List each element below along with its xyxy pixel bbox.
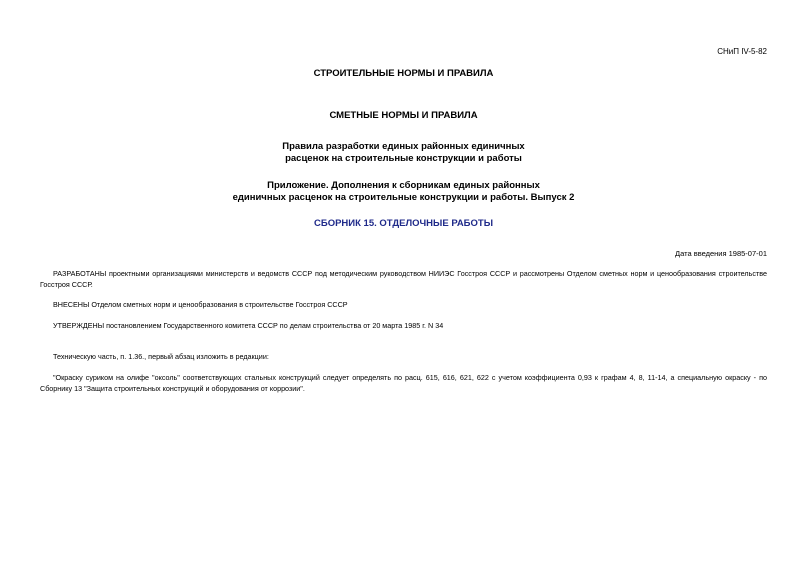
- introduction-date: Дата введения 1985-07-01: [675, 249, 767, 258]
- subtitle: СМЕТНЫЕ НОРМЫ И ПРАВИЛА: [329, 110, 478, 121]
- introduced-paragraph: [53, 300, 767, 311]
- technical-part-paragraph: Техническую часть, п. 1.36., первый абзац изложить в редакции:: [53, 352, 269, 361]
- rules-title-line-1: Правила разработки единых районных единичных: [282, 141, 525, 152]
- appendix-title-line-2: единичных расценок на строительные конструкции и работы. Выпуск 2: [232, 192, 575, 203]
- introduced-key: ВНЕСЕНЫ: [53, 300, 90, 309]
- developed-text: проектными организациями министерств и ведомств СССР под методическим руководством НИИЭС Госстроя СССР и рассмотрены Отделом сметных норм и ценообразования строительстве Госстроя СССР.: [40, 269, 767, 289]
- approved-text: постановлением Государственного комитета СССР по делам строительства от 20 марта 1985 г. N 34: [104, 321, 444, 330]
- main-title: СТРОИТЕЛЬНЫЕ НОРМЫ И ПРАВИЛА: [313, 68, 494, 79]
- document-code: СНиП IV-5-82: [717, 47, 767, 56]
- approved-paragraph: [53, 321, 767, 332]
- rules-title: [0, 141, 807, 165]
- approved-key: УТВЕРЖДЕНЫ: [53, 321, 105, 330]
- appendix-title-line-1: Приложение. Дополнения к сборникам единых районных: [267, 180, 540, 191]
- collection-title: СБОРНИК 15. ОТДЕЛОЧНЫЕ РАБОТЫ: [314, 218, 493, 229]
- developed-key: РАЗРАБОТАНЫ: [53, 269, 107, 278]
- appendix-title: [0, 180, 807, 204]
- introduced-text: Отделом сметных норм и ценообразования в строительстве Госстроя СССР: [89, 300, 348, 309]
- quoted-amendment-paragraph: "Окраску суриком на олифе "оксоль" соответствующих стальных конструкций следует определять по расц. 615, 616, 621, 622 с учетом коэффициента 0,93 к графам 4, 8, 11-14, а специальную окраску - по Сборнику 13 "Защита строительных конструкций и оборудования от коррозии".: [40, 373, 767, 393]
- developed-paragraph: [40, 269, 767, 290]
- rules-title-line-2: расценок на строительные конструкции и работы: [285, 153, 522, 164]
